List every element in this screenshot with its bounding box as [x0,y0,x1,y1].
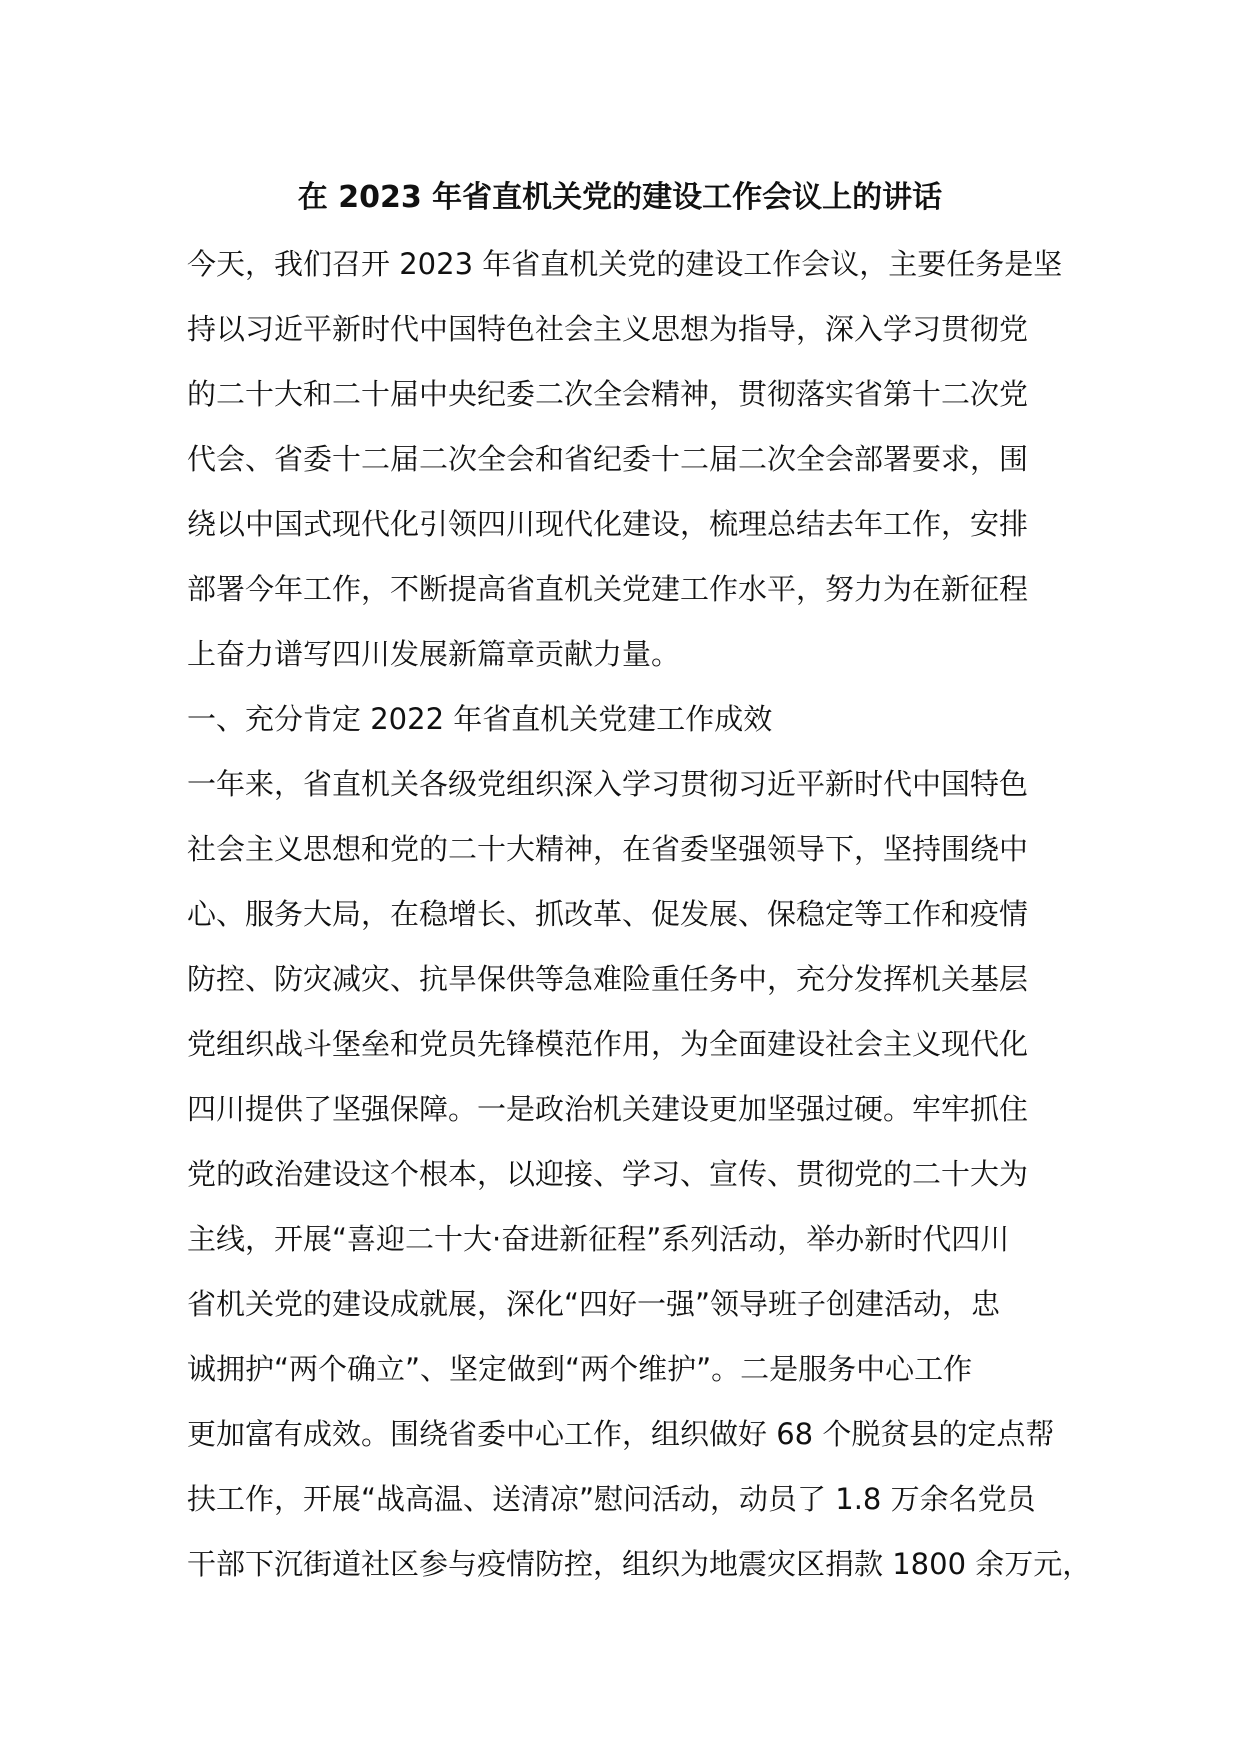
text-line: 主线，开展“喜迎二十大·奋进新征程”系列活动，举办新时代四川 [187,1222,1010,1256]
text-line: 四川提供了坚强保障。一是政治机关建设更加坚强过硬。牢牢抓住 [187,1092,1029,1126]
text-line: 诚拥护“两个确立”、坚定做到“两个维护”。二是服务中心工作 [187,1352,973,1386]
text-line: 省机关党的建设成就展，深化“四好一强”领导班子创建活动，忠 [187,1287,1001,1321]
document-title: 在 2023 年省直机关党的建设工作会议上的讲话 [297,180,943,215]
text-line: 部署今年工作，不断提高省直机关党建工作水平，努力为在新征程 [187,572,1029,606]
text-line: 党组织战斗堡垒和党员先锋模范作用，为全面建设社会主义现代化 [187,1027,1029,1061]
text-line: 绕以中国式现代化引领四川现代化建设，梳理总结去年工作，安排 [187,507,1029,541]
text-line: 今天，我们召开 2023 年省直机关党的建设工作会议，主要任务是坚 [187,247,1063,281]
text-line: 持以习近平新时代中国特色社会主义思想为指导，深入学习贯彻党 [187,312,1029,346]
text-line: 的二十大和二十届中央纪委二次全会精神，贯彻落实省第十二次党 [187,377,1029,411]
document-body [187,232,1092,1597]
text-line: 代会、省委十二届二次全会和省纪委十二届二次全会部署要求，围 [187,442,1029,476]
text-line: 党的政治建设这个根本，以迎接、学习、宣传、贯彻党的二十大为 [187,1157,1029,1191]
text-line: 上奋力谱写四川发展新篇章贡献力量。 [187,637,681,671]
text-line: 一年来，省直机关各级党组织深入学习贯彻习近平新时代中国特色 [187,767,1029,801]
text-line: 社会主义思想和党的二十大精神，在省委坚强领导下，坚持围绕中 [187,832,1029,866]
section-heading: 一、充分肯定 2022 年省直机关党建工作成效 [187,702,773,736]
text-line: 扶工作，开展“战高温、送清凉”慰问活动，动员了 1.8 万余名党员 [187,1482,1036,1516]
text-line: 更加富有成效。围绕省委中心工作，组织做好 68 个脱贫县的定点帮 [187,1417,1055,1451]
text-line: 干部下沉街道社区参与疫情防控，组织为地震灾区捐款 1800 余万元， [187,1547,1092,1581]
text-line: 防控、防灾减灾、抗旱保供等急难险重任务中，充分发挥机关基层 [187,962,1029,996]
text-line: 心、服务大局，在稳增长、抓改革、促发展、保稳定等工作和疫情 [187,897,1029,931]
